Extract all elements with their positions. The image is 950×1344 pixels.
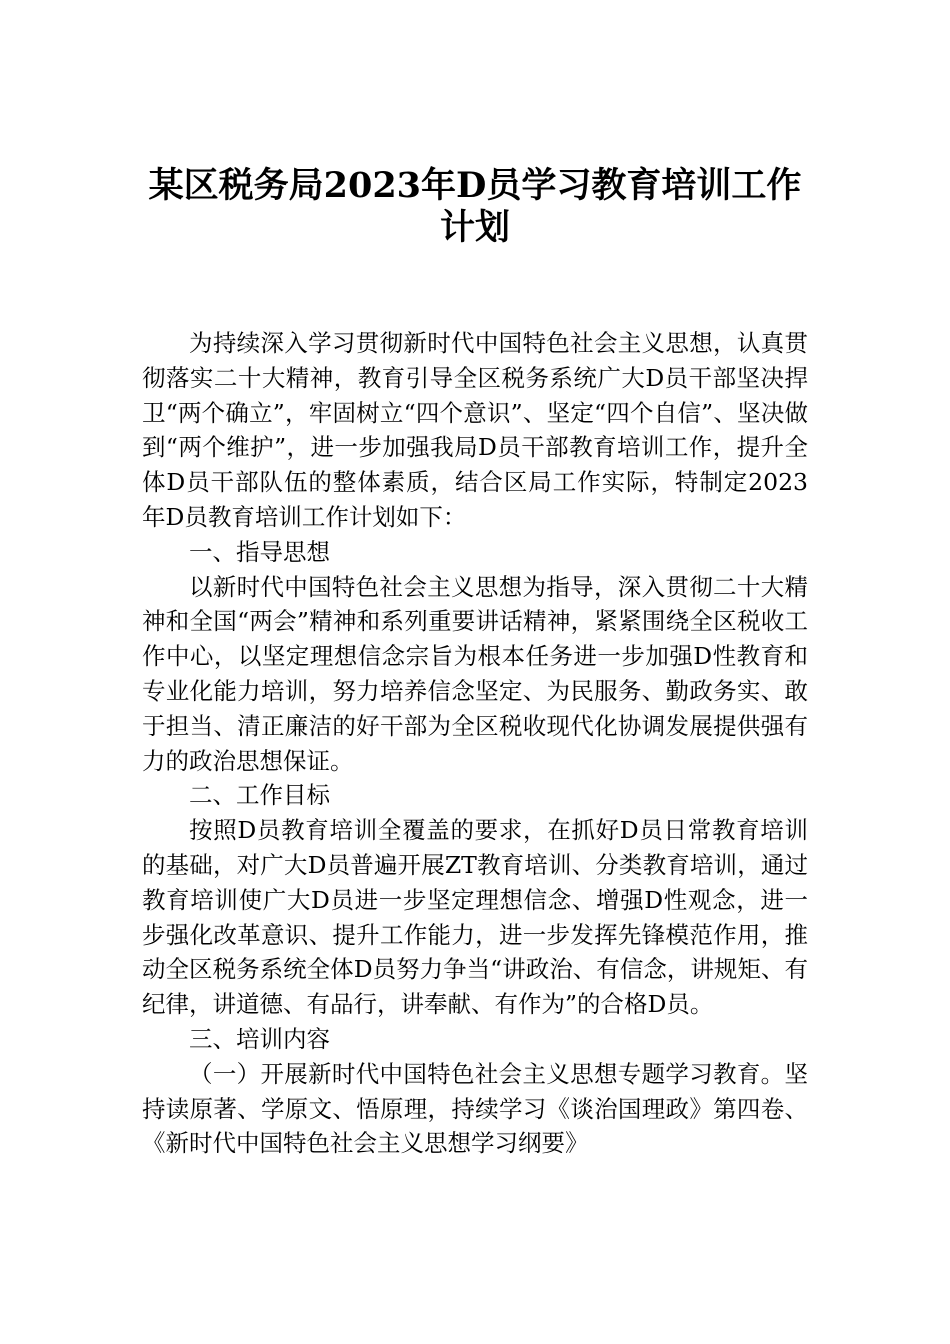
document-title-line-2: 计划: [439, 207, 510, 248]
section-paragraph-work-goals: 按照D员教育培训全覆盖的要求，在抓好D员日常教育培训的基础，对广大D员普遍开展ZT教育培训、分类教育培训，通过教育培训使广大D员进一步坚定理想信念、增强D性观念，进一步强化改革意识、提升工作能力，进一步发挥先锋模范作用，推动全区税务系统全体D员努力争当“讲政治、有信念，讲规矩、有纪律，讲道德、有品行，讲奉献、有作为”的合格D员。: [142, 816, 808, 1019]
document-body: [142, 326, 808, 1161]
section-heading-work-goals: 二、工作目标: [189, 781, 330, 810]
section-paragraph-guiding-ideology: 以新时代中国特色社会主义思想为指导，深入贯彻二十大精神和全国“两会”精神和系列重要讲话精神，紧紧围绕全区税收工作中心，以坚定理想信念宗旨为根本任务进一步加强D性教育和专业化能力培训，努力培养信念坚定、为民服务、勤政务实、敢于担当、清正廉洁的好干部为全区税收现代化协调发展提供强有力的政治思想保证。: [142, 572, 808, 775]
intro-paragraph: 为持续深入学习贯彻新时代中国特色社会主义思想，认真贯彻落实二十大精神，教育引导全区税务系统广大D员干部坚决捍卫“两个确立”，牢固树立“四个意识”、坚定“四个自信”、坚决做到“两个维护”，进一步加强我局D员干部教育培训工作，提升全体D员干部队伍的整体素质，结合区局工作实际，特制定2023年D员教育培训工作计划如下：: [142, 329, 808, 531]
section-heading-guiding-ideology: 一、指导思想: [189, 537, 330, 566]
section-paragraph-training-content: （一）开展新时代中国特色社会主义思想专题学习教育。坚持读原著、学原文、悟原理，持续学习《谈治国理政》第四卷、《新时代中国特色社会主义思想学习纲要》: [142, 1059, 808, 1158]
section-heading-training-content: 三、培训内容: [189, 1024, 330, 1053]
document-title-line-1: 某区税务局2023年D员学习教育培训工作: [148, 165, 802, 206]
